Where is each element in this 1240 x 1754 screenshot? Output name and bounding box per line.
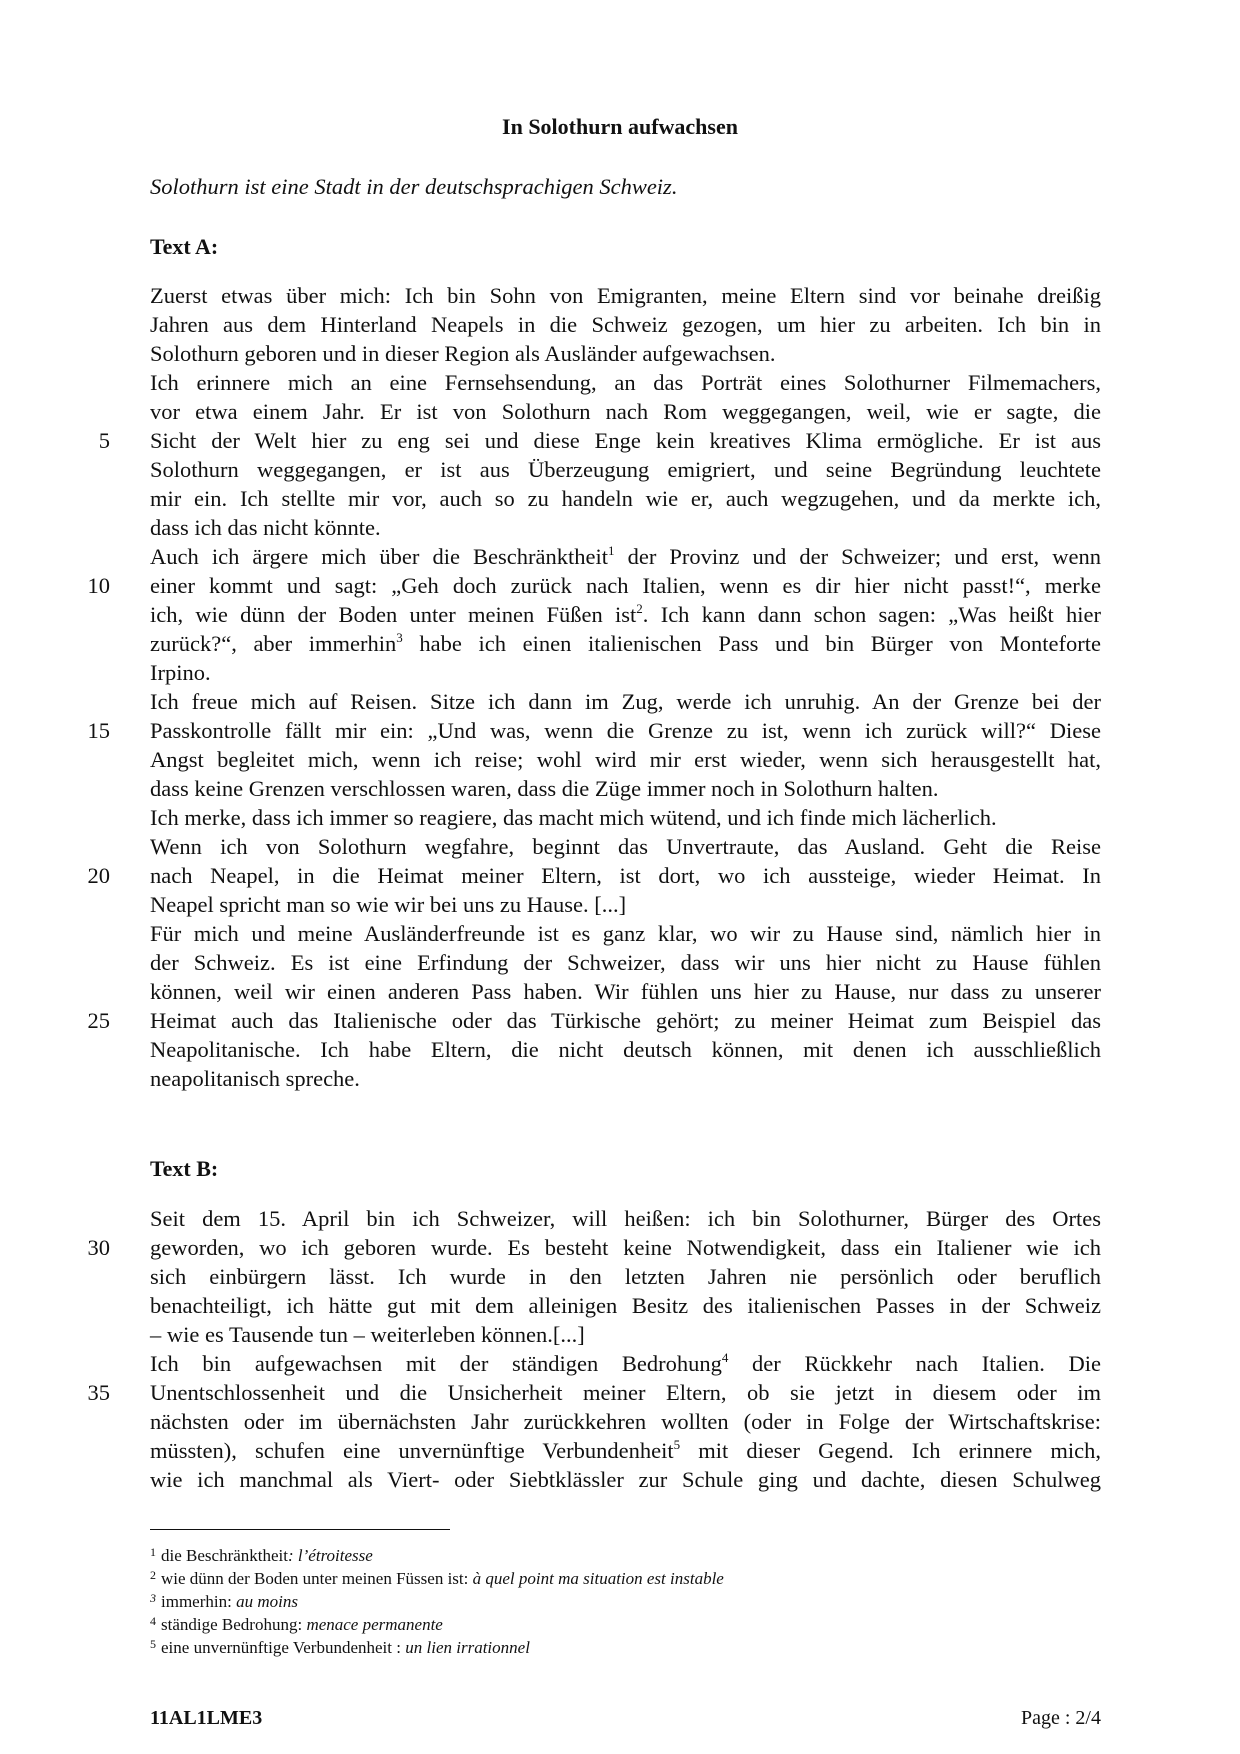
text-a-heading: Text A: [150, 234, 219, 259]
footnote [150, 1636, 530, 1659]
text-line: Für mich und meine Ausländerfreunde ist es ganz klar, wo wir zu Hause sind, nämlich hier in [150, 921, 1101, 946]
text-line: benachteiligt, ich hätte gut mit dem alleinigen Besitz des italienischen Passes in der Schweiz [150, 1293, 1101, 1318]
text-line [150, 1436, 1101, 1465]
text-line [150, 600, 1101, 629]
text-line: Seit dem 15. April bin ich Schweizer, will heißen: ich bin Solothurner, Bürger des Ortes [150, 1206, 1101, 1231]
text-segment: mit dieser Gegend. Ich erinnere mich, [680, 1438, 1101, 1463]
text-line: Unentschlossenheit und die Unsicherheit meiner Eltern, ob sie jetzt in diesem oder im [150, 1380, 1101, 1405]
text-segment: ich, wie dünn der Boden unter meinen Füßen ist [150, 602, 637, 627]
footnote-separator: : [297, 1615, 307, 1634]
footnote-translation: un lien irrationnel [405, 1638, 530, 1657]
footnote-separator: : [463, 1569, 473, 1588]
text-line: wie ich manchmal als Viert- oder Siebtklässler zur Schule ging und dachte, diesen Schulweg [150, 1467, 1101, 1492]
text-line: dass keine Grenzen verschlossen waren, dass die Züge immer noch in Solothurn halten. [150, 776, 939, 801]
text-segment: . Ich kann dann schon sagen: „Was heißt hier [642, 602, 1101, 627]
text-line: Jahren aus dem Hinterland Neapels in die Schweiz gezogen, um hier zu arbeiten. Ich bin in [150, 312, 1101, 337]
text-line: Neapel spricht man so wie wir bei uns zu Hause. [...] [150, 892, 627, 917]
footnote-translation: à quel point ma situation est instable [472, 1569, 724, 1588]
page-number: Page : 2/4 [1021, 1707, 1101, 1729]
text-line: – wie es Tausende tun – weiterleben können.[...] [150, 1322, 585, 1347]
footnote-number: 3 [150, 1591, 156, 1605]
text-line: vor etwa einem Jahr. Er ist von Solothurn nach Rom weggegangen, weil, wie er sagte, die [150, 399, 1101, 424]
text-line: Ich erinnere mich an eine Fernsehsendung, an das Porträt eines Solothurner Filmemachers, [150, 370, 1101, 395]
text-line: Solothurn weggegangen, er ist aus Überzeugung emigriert, und seine Begründung leuchtete [150, 457, 1101, 482]
text-line: nächsten oder im übernächsten Jahr zurückkehren wollten (oder in Folge der Wirtschaftskrise: [150, 1409, 1101, 1434]
line-number: 15 [87, 718, 110, 743]
footnote-divider [150, 1529, 450, 1530]
footnote-term: ständige Bedrohung [161, 1615, 298, 1634]
text-line: Ich merke, dass ich immer so reagiere, das macht mich wütend, und ich finde mich lächerlich. [150, 805, 997, 830]
text-line: können, weil wir einen anderen Pass haben. Wir fühlen uns hier zu Hause, nur dass zu unserer [150, 979, 1101, 1004]
line-number: 35 [87, 1380, 110, 1405]
text-line: Ich freue mich auf Reisen. Sitze ich dann im Zug, werde ich unruhig. An der Grenze bei der [150, 689, 1101, 714]
text-segment: habe ich einen italienischen Pass und bin Bürger von Monteforte [402, 631, 1102, 656]
footnote-translation: l’étroitesse [297, 1546, 373, 1565]
footnote-number: 4 [150, 1614, 156, 1628]
text-line: Sicht der Welt hier zu eng sei und diese Enge kein kreatives Klima ermögliche. Er ist aus [150, 428, 1101, 453]
footnote-term: die Beschränktheit [161, 1546, 288, 1565]
footnote-marker: 2 [636, 601, 643, 616]
footnote-marker: 5 [673, 1437, 681, 1452]
text-line: Heimat auch das Italienische oder das Türkische gehört; zu meiner Heimat zum Beispiel das [150, 1008, 1101, 1033]
text-line: geworden, wo ich geboren wurde. Es besteht keine Notwendigkeit, dass ein Italiener wie ich [150, 1235, 1101, 1260]
text-line: Neapolitanische. Ich habe Eltern, die nicht deutsch können, mit denen ich ausschließlich [150, 1037, 1101, 1062]
footnote-separator: : [288, 1546, 298, 1565]
footnote-term: wie dünn der Boden unter meinen Füssen ist [161, 1569, 464, 1588]
text-line: sich einbürgern lässt. Ich wurde in den letzten Jahren nie persönlich oder beruflich [150, 1264, 1101, 1289]
footnote-number: 5 [150, 1637, 156, 1651]
footnote-number: 1 [150, 1545, 156, 1559]
line-number: 30 [87, 1235, 110, 1260]
footnote-marker: 4 [721, 1350, 729, 1365]
text-line: Solothurn geboren und in dieser Region als Ausländer aufgewachsen. [150, 341, 776, 366]
text-segment: Auch ich ärgere mich über die Beschränktheit [150, 544, 608, 569]
text-b-heading: Text B: [150, 1156, 219, 1181]
text-segment: der Provinz und der Schweizer; und erst, wenn [614, 544, 1101, 569]
footnote [150, 1544, 373, 1567]
footnote-separator: : [227, 1592, 237, 1611]
footnote [150, 1613, 443, 1636]
footnote-term: eine unvernünftige Verbundenheit [161, 1638, 393, 1657]
footnote-separator: : [392, 1638, 406, 1657]
page-subtitle: Solothurn ist eine Stadt in der deutschsprachigen Schweiz. [150, 174, 678, 199]
text-line: Wenn ich von Solothurn wegfahre, beginnt das Unvertraute, das Ausland. Geht die Reise [150, 834, 1101, 859]
text-segment: zurück?“, aber immerhin [150, 631, 397, 656]
text-line: Zuerst etwas über mich: Ich bin Sohn von Emigranten, meine Eltern sind vor beinahe dreißig [150, 283, 1101, 308]
text-line: Angst begleitet mich, wenn ich reise; wohl wird mir erst wieder, wenn sich herausgestellt hat, [150, 747, 1101, 772]
text-line [150, 542, 1101, 571]
text-line: Passkontrolle fällt mir ein: „Und was, wenn die Grenze zu ist, wenn ich zurück will?“ Diese [150, 718, 1101, 743]
line-number: 10 [87, 573, 110, 598]
line-number: 20 [87, 863, 110, 888]
footnote-number: 2 [150, 1568, 156, 1582]
footnote-translation: menace permanente [306, 1615, 443, 1634]
footnote [150, 1567, 724, 1590]
text-line: Irpino. [150, 660, 211, 685]
text-segment: müssten), schufen eine unvernünftige Verbundenheit [150, 1438, 674, 1463]
footnote-translation: au moins [236, 1592, 298, 1611]
footnote-marker: 3 [396, 630, 403, 645]
text-line: nach Neapel, in die Heimat meiner Eltern, ist dort, wo ich aussteige, wieder Heimat. In [150, 863, 1101, 888]
text-line: der Schweiz. Es ist eine Erfindung der Schweizer, dass wir uns hier nicht zu Hause fühlen [150, 950, 1101, 975]
text-segment: der Rückkehr nach Italien. Die [728, 1351, 1101, 1376]
text-line: neapolitanisch spreche. [150, 1066, 360, 1091]
text-line: dass ich das nicht könnte. [150, 515, 381, 540]
text-line [150, 1349, 1101, 1378]
text-line [150, 629, 1101, 658]
text-line: einer kommt und sagt: „Geh doch zurück nach Italien, wenn es dir hier nicht passt!“, merke [150, 573, 1101, 598]
footnote [150, 1590, 298, 1613]
footnote-marker: 1 [607, 543, 615, 558]
footnote-term: immerhin [161, 1592, 228, 1611]
page-title: In Solothurn aufwachsen [502, 114, 738, 139]
line-number: 25 [87, 1008, 110, 1033]
text-segment: Ich bin aufgewachsen mit der ständigen Bedrohung [150, 1351, 722, 1376]
line-number: 5 [98, 428, 110, 453]
document-code: 11AL1LME3 [150, 1707, 263, 1729]
text-line: mir ein. Ich stellte mir vor, auch so zu handeln wie er, auch wegzugehen, und da merkte ich, [150, 486, 1101, 511]
